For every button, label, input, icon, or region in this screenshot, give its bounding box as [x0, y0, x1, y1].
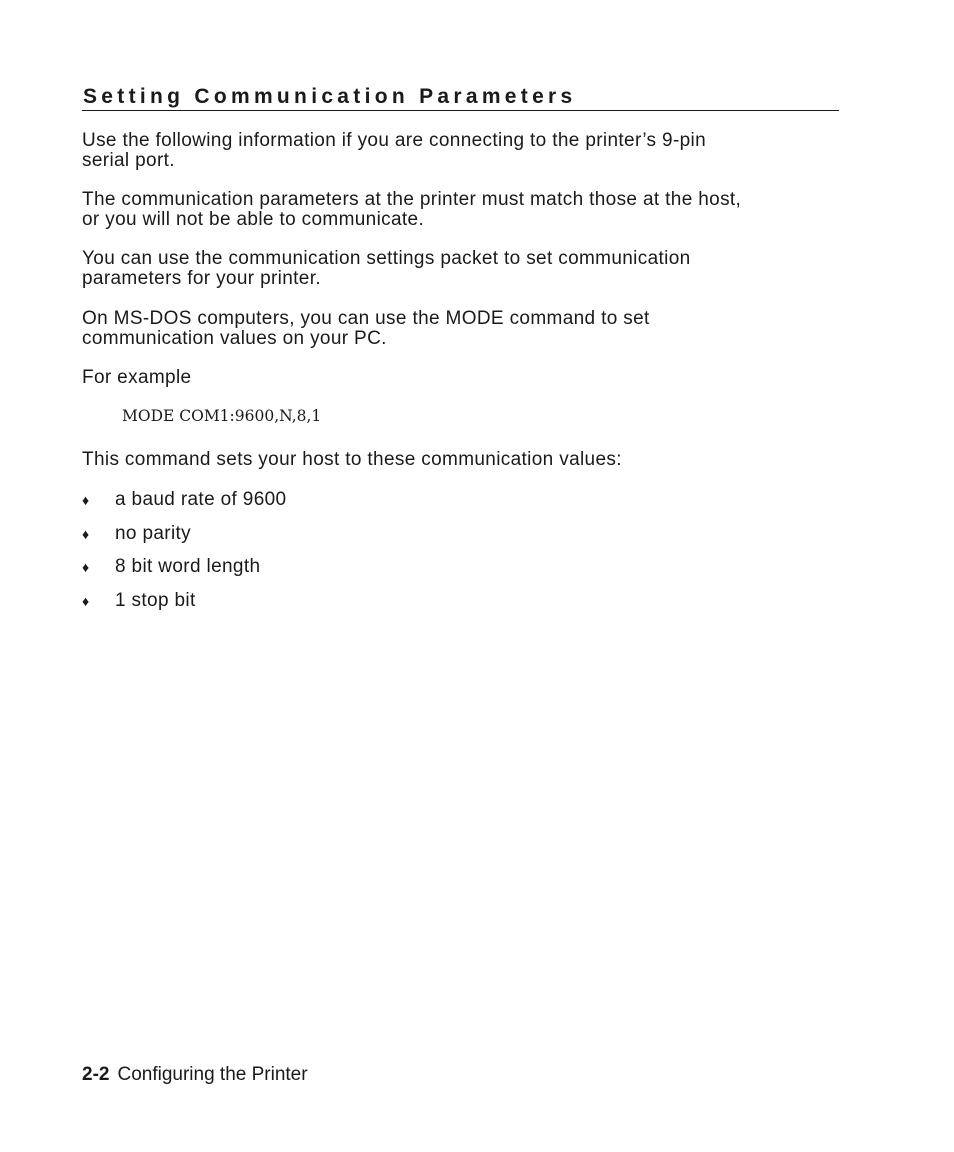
paragraph-line: This command sets your host to these communication values: — [82, 449, 622, 470]
paragraph-line: You can use the communication settings packet to set communication — [82, 248, 691, 269]
section-heading-text: Setting Communication Parameters — [83, 85, 577, 108]
paragraph-settings-packet — [82, 249, 842, 289]
code-example: MODE COM1:9600,N,8,1 — [122, 407, 322, 425]
paragraph-match-host — [82, 190, 842, 230]
paragraph-intro-values — [82, 450, 842, 470]
paragraph-for-example — [82, 368, 842, 388]
list-item-text: no parity — [115, 522, 192, 544]
list-item-text: 8 bit word length — [115, 556, 261, 578]
page-footer — [82, 1064, 308, 1086]
diamond-bullet-icon: ♦ — [82, 525, 90, 542]
paragraph-line: On MS-DOS computers, you can use the MODE command to set — [82, 308, 650, 329]
paragraph-line: Use the following information if you are connecting to the printer’s 9-pin — [82, 130, 707, 151]
diamond-bullet-icon: ♦ — [82, 592, 90, 609]
page-number: 2-2 — [82, 1064, 110, 1085]
diamond-bullet-icon: ♦ — [82, 492, 90, 508]
footer-section-title: Configuring the Printer — [117, 1064, 308, 1085]
diamond-bullet-icon: ♦ — [82, 559, 90, 576]
paragraph-mode-command — [82, 309, 842, 349]
paragraph-serial-port — [82, 131, 842, 171]
paragraph-line: The communication parameters at the printer must match those at the host, — [82, 189, 742, 210]
paragraph-line: parameters for your printer. — [82, 268, 321, 289]
list-item-text: 1 stop bit — [115, 589, 196, 611]
paragraph-line: serial port. — [82, 150, 175, 171]
list-item-text: a baud rate of 9600 — [115, 489, 287, 510]
section-heading — [82, 84, 839, 111]
paragraph-line: For example — [82, 367, 192, 388]
paragraph-line: communication values on your PC. — [82, 328, 387, 349]
paragraph-line: or you will not be able to communicate. — [82, 209, 425, 230]
